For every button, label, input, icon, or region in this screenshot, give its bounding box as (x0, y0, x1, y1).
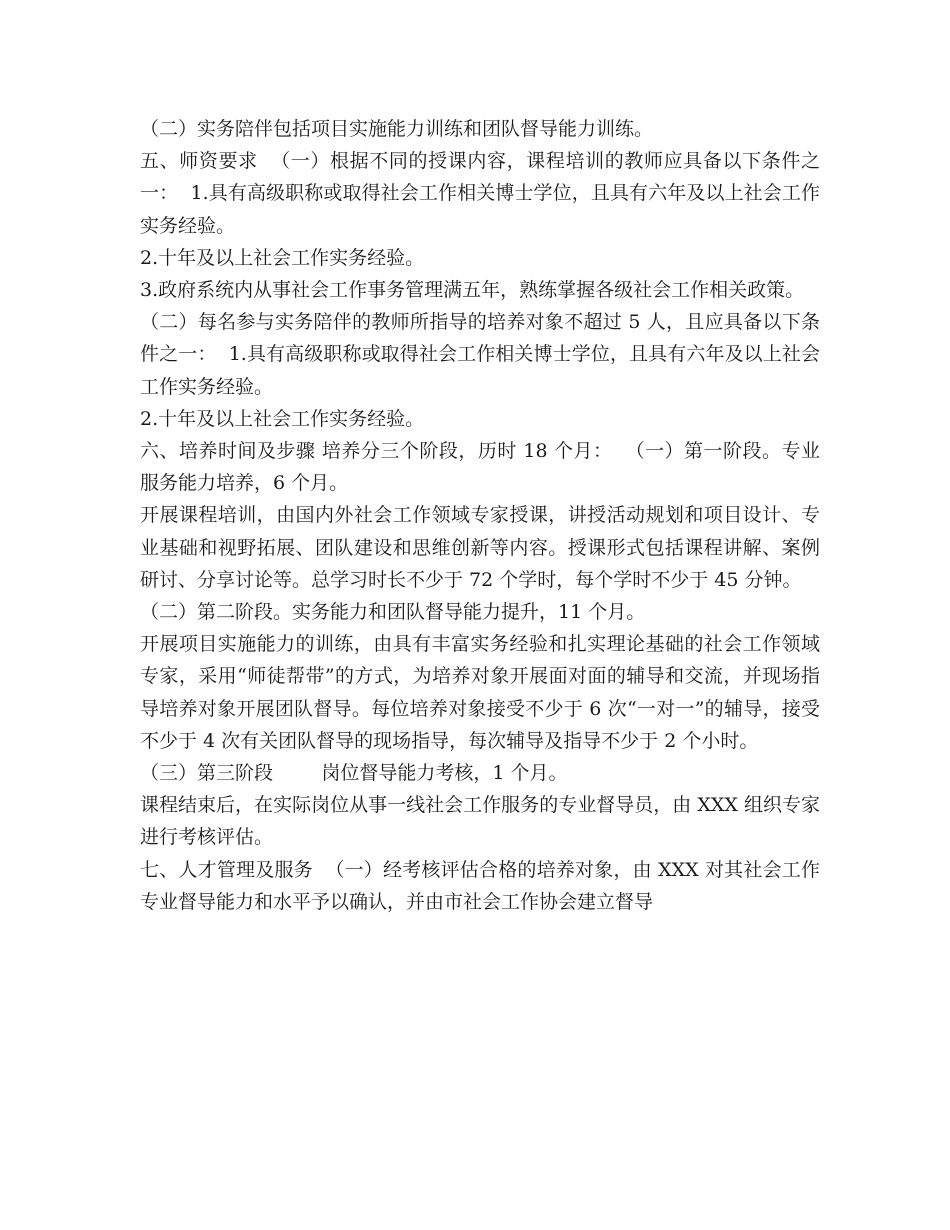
paragraph-section-7-talent: 七、人才管理及服务 （一）经考核评估合格的培养对象，由 XXX 对其社会工作专业督导能力和水平予以确认，并由市社会工作协会建立督导 (140, 858, 820, 913)
paragraph-condition-3: 3.政府系统内从事社会工作事务管理满五年，熟练掌握各级社会工作相关政策。 (140, 279, 805, 302)
document-body (140, 113, 820, 918)
paragraph-condition-2: 2.十年及以上社会工作实务经验。 (140, 246, 425, 269)
paragraph-stage-3-details: 课程结束后，在实际岗位从事一线社会工作服务的专业督导员，由 XXX 组织专家进行考核评估。 (140, 794, 820, 849)
paragraph-stage-3-heading: （三）第三阶段 岗位督导能力考核，1 个月。 (140, 762, 568, 785)
paragraph-stage-1-details: 开展课程培训，由国内外社会工作领域专家授课，讲授活动规划和项目设计、专业基础和视野拓展、团队建设和思维创新等内容。授课形式包括课程讲解、案例研讨、分享讨论等。总学习时长不少于 72 个学时，每个学时不少于 45 分钟。 (140, 504, 820, 591)
paragraph-section-6-schedule: 六、培养时间及步骤 培养分三个阶段，历时 18 个月： （一）第一阶段。专业服务能力培养，6 个月。 (140, 440, 820, 495)
paragraph-mentor-requirements: （二）每名参与实务陪伴的教师所指导的培养对象不超过 5 人，且应具备以下条件之一： 1.具有高级职称或取得社会工作相关博士学位，且具有六年及以上社会工作实务经验。 (140, 311, 820, 398)
paragraph-section-5-faculty: 五、师资要求 （一）根据不同的授课内容，课程培训的教师应具备以下条件之一： 1.具有高级职称或取得社会工作相关博士学位，且具有六年及以上社会工作实务经验。 (140, 150, 820, 237)
paragraph-practice-accompaniment: （二）实务陪伴包括项目实施能力训练和团队督导能力训练。 (140, 118, 654, 140)
paragraph-stage-2-details: 开展项目实施能力的训练，由具有丰富实务经验和扎实理论基础的社会工作领域专家，采用“师徒帮带”的方式，为培养对象开展面对面的辅导和交流，并现场指导培养对象开展团队督导。每位培养对象接受不少于 6 次“一对一”的辅导，接受不少于 4 次有关团队督导的现场指导，每次辅导及指导不少于 2 个小时。 (140, 633, 820, 752)
paragraph-stage-2-heading: （二）第二阶段。实务能力和团队督导能力提升，11 个月。 (140, 601, 646, 624)
paragraph-mentor-condition-2: 2.十年及以上社会工作实务经验。 (140, 407, 425, 430)
